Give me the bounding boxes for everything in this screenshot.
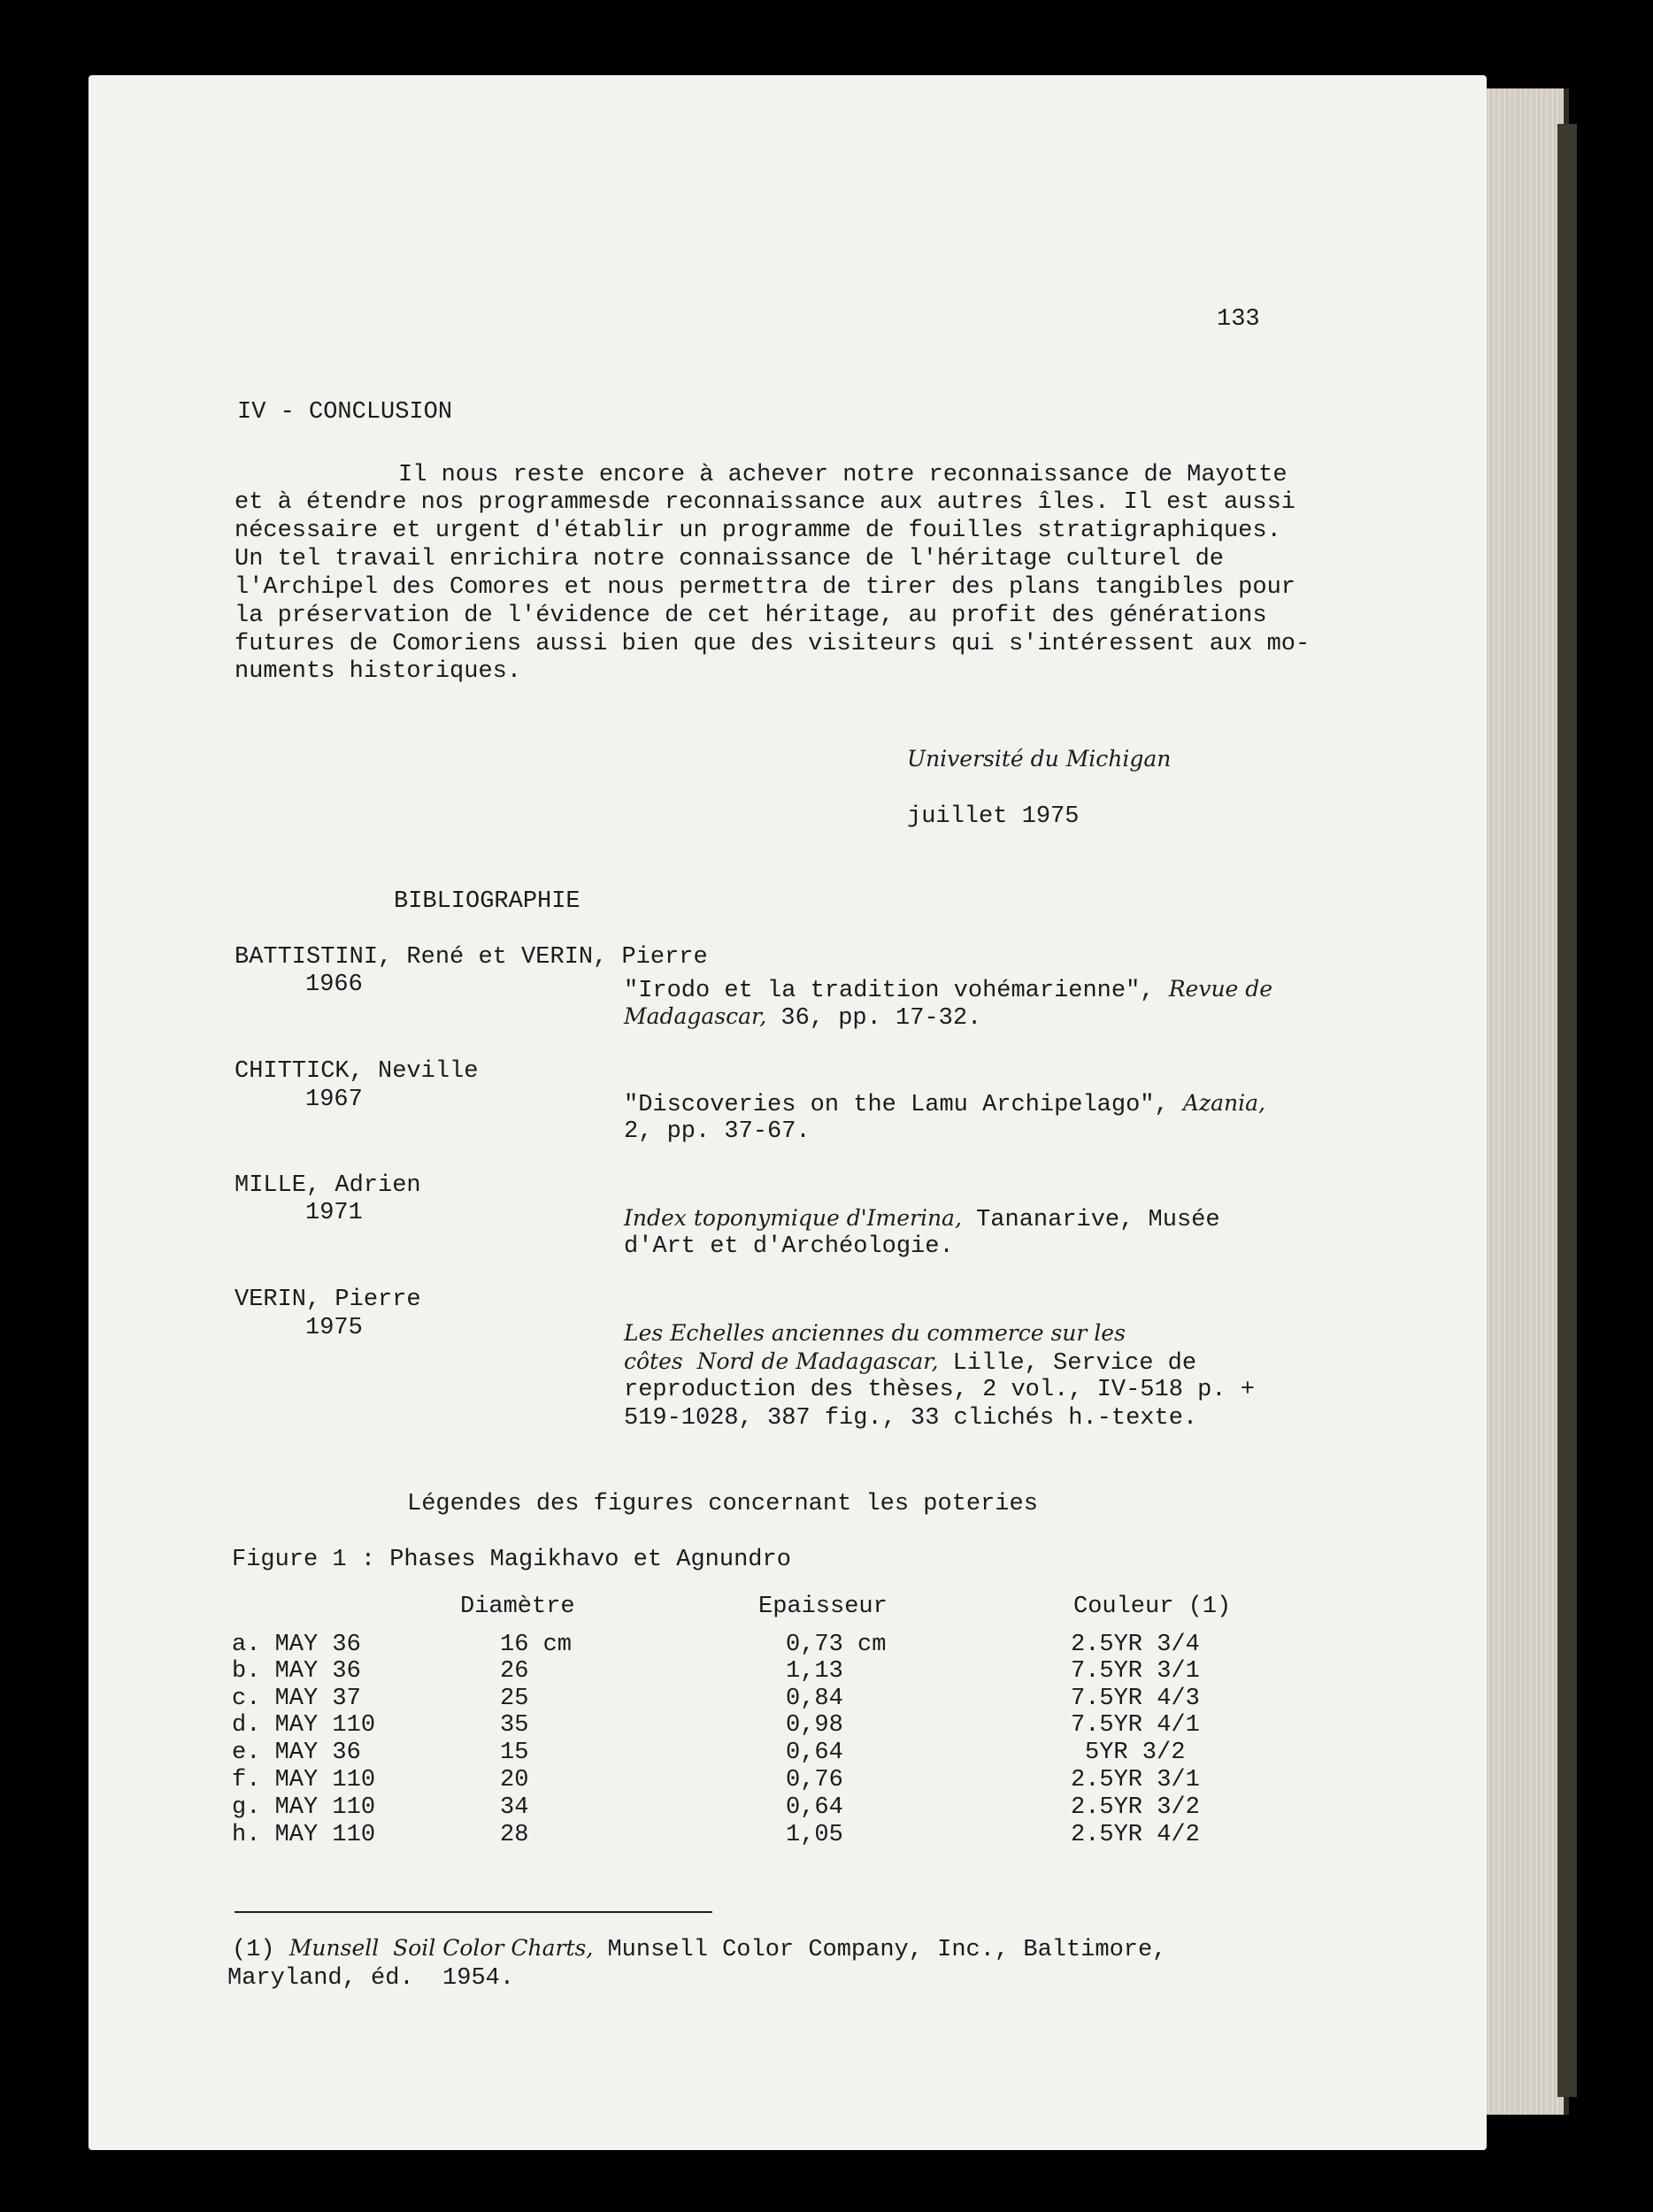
bib-year: 1967 bbox=[305, 1087, 363, 1113]
footnote-text: Munsell Color Company, Inc., Baltimore, bbox=[593, 1937, 1167, 1963]
color: 2.5YR 3/4 bbox=[1071, 1632, 1200, 1658]
bib-title: Les Echelles anciennes du commerce sur les bbox=[624, 1320, 1126, 1346]
color: 2.5YR 3/1 bbox=[1071, 1767, 1200, 1793]
footnote-title: Munsell Soil Color Charts, bbox=[288, 1935, 594, 1961]
conclusion-line: la préservation de l'évidence de cet héritage, au profit des générations bbox=[234, 603, 1267, 629]
bibliography-heading: BIBLIOGRAPHIE bbox=[394, 888, 580, 915]
thickness: 1,13 bbox=[786, 1658, 843, 1685]
bib-citation-line bbox=[624, 1348, 1196, 1378]
conclusion-line: et à étendre nos programmesde reconnaissance aux autres îles. Il est aussi bbox=[234, 489, 1295, 516]
footnote-line: Maryland, éd. 1954. bbox=[227, 1965, 515, 1992]
thickness: 0,64 bbox=[786, 1794, 843, 1821]
bib-author: MILLE, Adrien bbox=[234, 1172, 421, 1199]
thickness: 0,84 bbox=[786, 1686, 843, 1712]
sample-id: d. MAY 110 bbox=[232, 1712, 376, 1739]
bib-author: CHITTICK, Neville bbox=[234, 1058, 479, 1085]
section-heading: IV - CONCLUSION bbox=[237, 399, 453, 426]
diameter: 26 bbox=[500, 1658, 529, 1685]
bib-author: BATTISTINI, René et VERIN, Pierre bbox=[234, 944, 708, 971]
bib-journal: Madagascar, bbox=[624, 1003, 767, 1029]
conclusion-line: Un tel travail enrichira notre connaissance de l'héritage culturel de bbox=[234, 546, 1224, 572]
diameter: 20 bbox=[500, 1767, 529, 1793]
figure-caption: Figure 1 : Phases Magikhavo et Agnundro bbox=[232, 1547, 791, 1573]
thickness: 0,73 cm bbox=[786, 1632, 887, 1658]
institution: Université du Michigan bbox=[907, 746, 1172, 772]
bib-journal: Azania, bbox=[1182, 1090, 1265, 1116]
footnote-marker: (1) bbox=[232, 1937, 289, 1963]
table-header-color: Couleur (1) bbox=[1073, 1594, 1232, 1620]
page-number: 133 bbox=[1217, 306, 1260, 333]
bib-citation-line: 519-1028, 387 fig., 33 clichés h.-texte. bbox=[624, 1405, 1198, 1432]
bib-year: 1966 bbox=[305, 972, 363, 998]
diameter: 15 bbox=[500, 1740, 529, 1766]
color: 7.5YR 3/1 bbox=[1071, 1658, 1200, 1685]
sample-id: c. MAY 37 bbox=[232, 1686, 361, 1712]
bib-citation-line: reproduction des thèses, 2 vol., IV-518 p. + bbox=[624, 1377, 1255, 1403]
bib-citation-line: d'Art et d'Archéologie. bbox=[624, 1233, 954, 1260]
thickness: 0,76 bbox=[786, 1767, 843, 1793]
conclusion-line: nécessaire et urgent d'établir un programme de fouilles stratigraphiques. bbox=[234, 518, 1281, 544]
color: 5YR 3/2 bbox=[1085, 1740, 1186, 1766]
bib-journal: Revue de bbox=[1168, 976, 1273, 1002]
bib-year: 1971 bbox=[305, 1200, 363, 1226]
bib-citation-line bbox=[624, 1204, 1220, 1234]
sample-id: e. MAY 36 bbox=[232, 1740, 361, 1766]
bib-text: Tananarive, Musée bbox=[961, 1207, 1220, 1233]
conclusion-line: numents historiques. bbox=[234, 658, 522, 685]
bib-citation-line bbox=[624, 1089, 1265, 1119]
bib-year: 1975 bbox=[305, 1315, 363, 1341]
sample-id: a. MAY 36 bbox=[232, 1632, 361, 1658]
legend-heading: Légendes des figures concernant les poteries bbox=[407, 1491, 1038, 1517]
bib-title: Index toponymique d'Imerina, bbox=[624, 1205, 962, 1231]
diameter: 16 cm bbox=[500, 1632, 573, 1658]
bib-text: "Irodo et la tradition vohémarienne", bbox=[624, 978, 1169, 1004]
conclusion-line: l'Archipel des Comores et nous permettra de tirer des plans tangibles pour bbox=[234, 574, 1295, 601]
sample-id: h. MAY 110 bbox=[232, 1822, 376, 1848]
sample-id: b. MAY 36 bbox=[232, 1658, 361, 1685]
footnote-line bbox=[232, 1934, 1166, 1964]
bib-citation-line bbox=[624, 975, 1272, 1005]
color: 7.5YR 4/1 bbox=[1071, 1712, 1200, 1739]
sample-id: f. MAY 110 bbox=[232, 1767, 376, 1793]
sample-id: g. MAY 110 bbox=[232, 1794, 376, 1821]
thickness: 1,05 bbox=[786, 1822, 843, 1848]
table-header-thickness: Epaisseur bbox=[758, 1594, 888, 1620]
bib-text: "Discoveries on the Lamu Archipelago", bbox=[624, 1092, 1183, 1118]
color: 2.5YR 4/2 bbox=[1071, 1822, 1200, 1848]
bib-title: côtes Nord de Madagascar, bbox=[624, 1348, 939, 1374]
diameter: 28 bbox=[500, 1822, 529, 1848]
color: 7.5YR 4/3 bbox=[1071, 1686, 1200, 1712]
table-header-diameter: Diamètre bbox=[460, 1594, 575, 1620]
diameter: 35 bbox=[500, 1712, 529, 1739]
thickness: 0,64 bbox=[786, 1740, 843, 1766]
bib-text: 36, pp. 17-32. bbox=[766, 1005, 982, 1032]
thickness: 0,98 bbox=[786, 1712, 843, 1739]
bib-citation-line: 2, pp. 37-67. bbox=[624, 1118, 811, 1145]
bib-text: Lille, Service de bbox=[938, 1350, 1197, 1377]
diameter: 25 bbox=[500, 1686, 529, 1712]
diameter: 34 bbox=[500, 1794, 529, 1821]
bib-citation-line bbox=[624, 1002, 981, 1033]
color: 2.5YR 3/2 bbox=[1071, 1794, 1200, 1821]
conclusion-line: Il nous reste encore à achever notre reconnaissance de Mayotte bbox=[398, 462, 1288, 488]
book-cover-edge bbox=[1557, 124, 1577, 2097]
footnote-rule bbox=[234, 1911, 712, 1913]
conclusion-line: futures de Comoriens aussi bien que des visiteurs qui s'intéressent aux mo- bbox=[234, 631, 1311, 657]
date-line: juillet 1975 bbox=[907, 803, 1080, 830]
bib-author: VERIN, Pierre bbox=[234, 1286, 421, 1313]
